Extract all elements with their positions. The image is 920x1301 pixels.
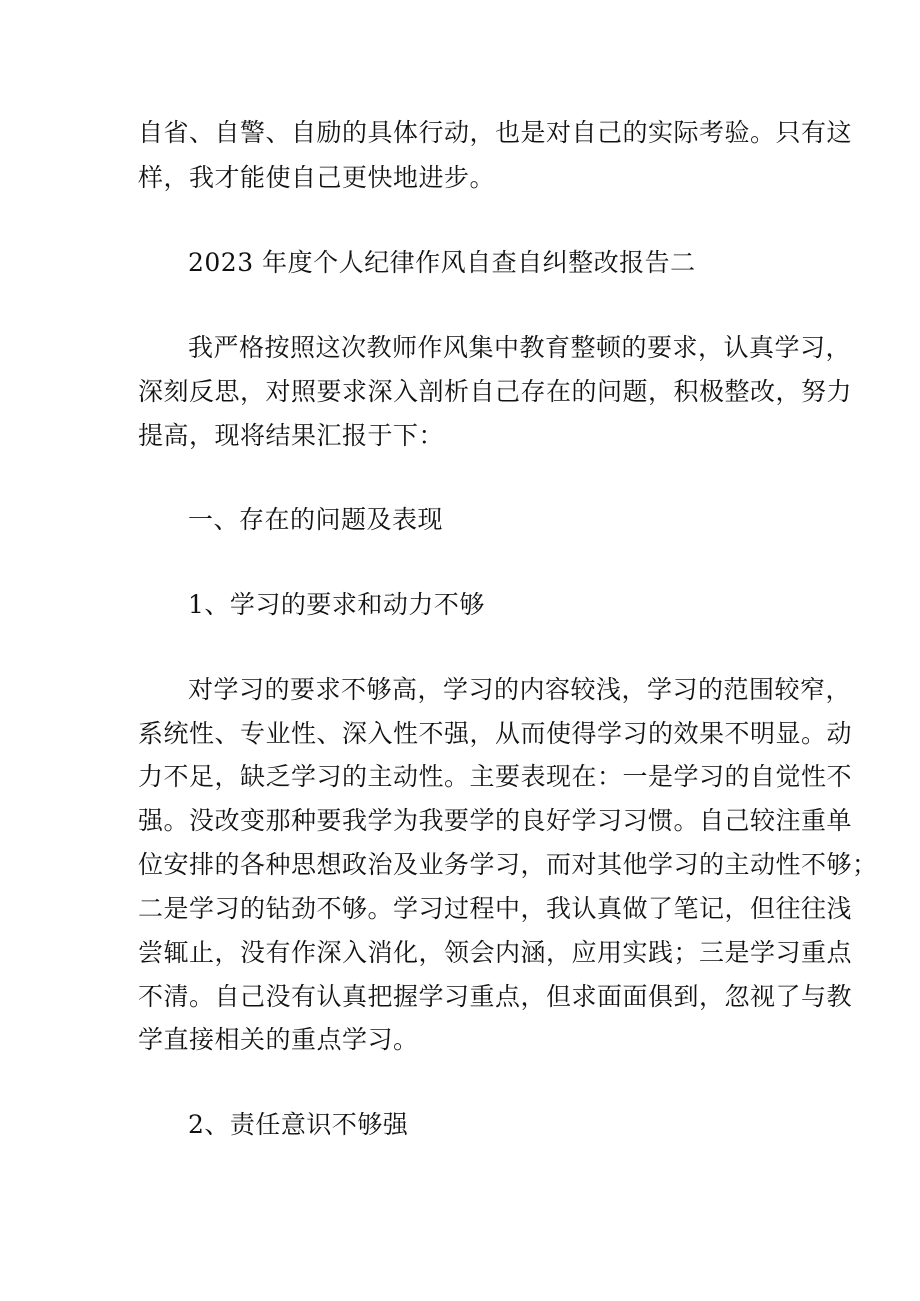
- paragraph-line: 不清。自己没有认真把握学习重点，但求面面俱到，忽视了与教: [138, 982, 853, 1011]
- paragraph-line: 强。没改变那种要我学为我要学的良好学习习惯。自己较注重单: [138, 806, 853, 835]
- paragraph-line: 系统性、专业性、深入性不强，从而使得学习的效果不明显。动: [138, 719, 853, 748]
- heading-level-2: 2、责任意识不够强: [188, 1110, 409, 1139]
- section-title: 2023 年度个人纪律作风自查自纠整改报告二: [188, 248, 696, 277]
- paragraph-line: 学直接相关的重点学习。: [138, 1025, 419, 1054]
- paragraph-line: 深刻反思，对照要求深入剖析自己存在的问题，积极整改，努力: [138, 377, 853, 406]
- paragraph-line: 力不足，缺乏学习的主动性。主要表现在：一是学习的自觉性不: [138, 762, 853, 791]
- heading-level-2: 1、学习的要求和动力不够: [188, 590, 485, 619]
- paragraph-line: 样，我才能使自己更快地进步。: [138, 163, 496, 192]
- paragraph-line: 位安排的各种思想政治及业务学习，而对其他学习的主动性不够；: [138, 850, 878, 879]
- paragraph-line: 提高，现将结果汇报于下：: [138, 421, 445, 450]
- paragraph-line: 我严格按照这次教师作风集中教育整顿的要求，认真学习，: [188, 333, 852, 362]
- paragraph-line: 尝辄止，没有作深入消化，领会内涵，应用实践；三是学习重点: [138, 938, 853, 967]
- heading-level-1: 一、存在的问题及表现: [188, 505, 444, 534]
- paragraph-line: 对学习的要求不够高，学习的内容较浅，学习的范围较窄，: [188, 675, 852, 704]
- paragraph-line: 二是学习的钻劲不够。学习过程中，我认真做了笔记，但往往浅: [138, 894, 853, 923]
- paragraph-line: 自省、自警、自励的具体行动，也是对自己的实际考验。只有这: [138, 118, 853, 147]
